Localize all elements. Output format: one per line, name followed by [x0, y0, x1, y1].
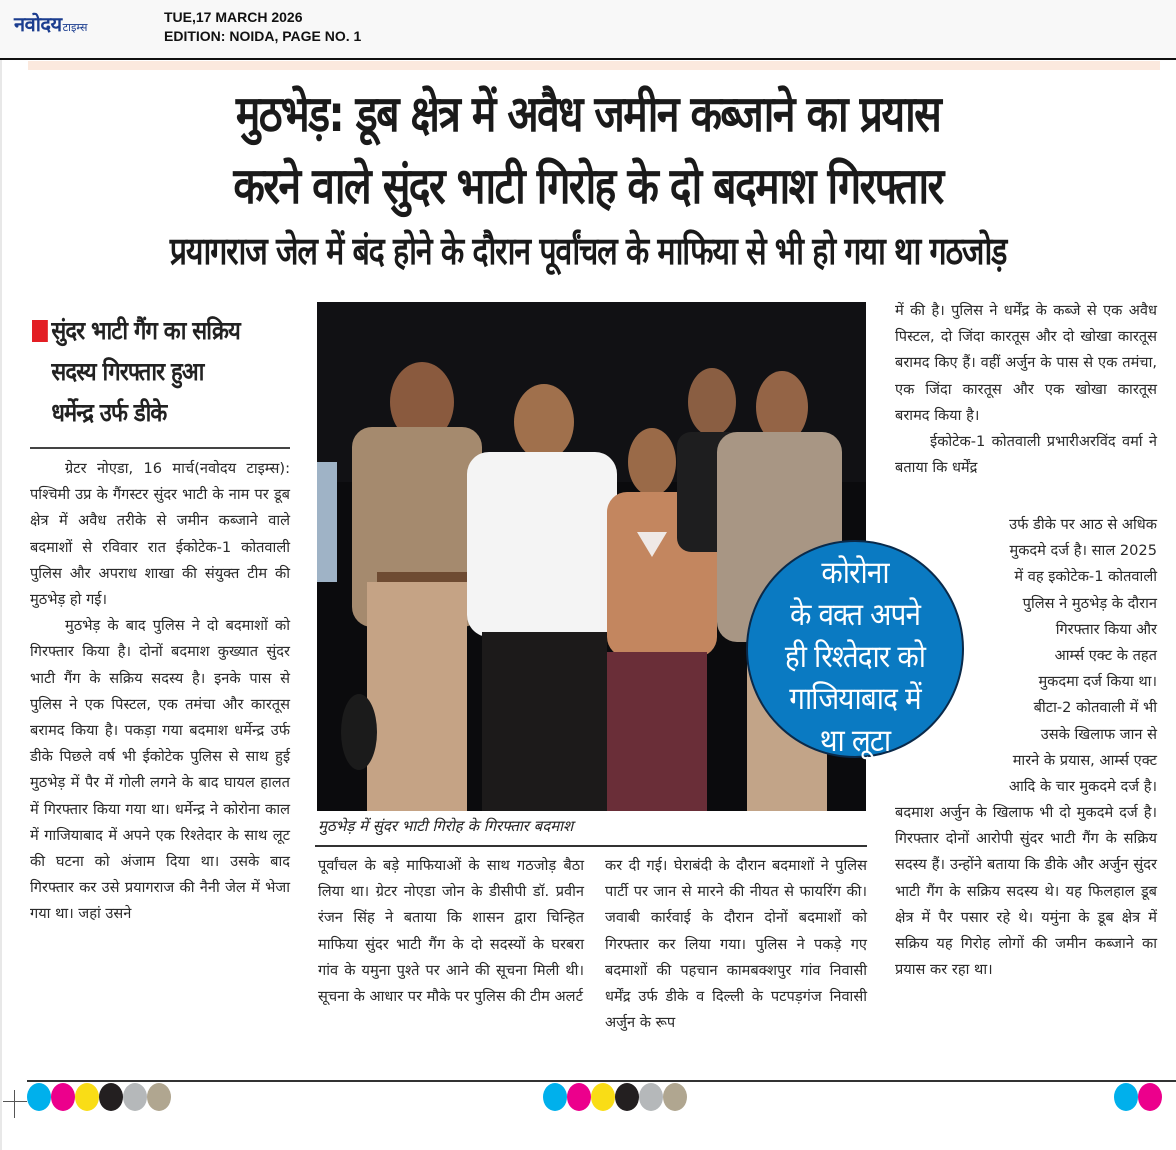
color-swatch-icon: [543, 1083, 567, 1111]
highlight-divider: [30, 447, 290, 449]
callout-line-1: कोरोना: [821, 555, 889, 591]
article-line: मारने के प्रयास, आर्म्स एक्ट: [1012, 751, 1157, 769]
callout-line-4: गाजियाबाद में: [789, 681, 921, 717]
headline-line-2: करने वाले सुंदर भाटी गिरोह के दो बदमाश गिरफ्तार: [233, 157, 943, 215]
article-paragraph: ईकोटेक-1 कोतवाली प्रभारीअरविंद वर्मा ने बताया कि धर्मेंद्र: [895, 433, 1157, 477]
edition-page: EDITION: NOIDA, PAGE NO. 1: [164, 28, 362, 44]
header-strip: [28, 61, 1160, 70]
article-column-2: [318, 853, 584, 1010]
article-paragraph: कर दी गई। घेराबंदी के दौरान बदमाशों ने पुलिस पार्टी पर जान से मारने की नीयत से फायरिंग की। जवाबी कार्रवाई के दौरान दोनों बदमाशों को गिरफ्तार कर लिया गया। पुलिस ने पकड़े गए बदमाशों की पहचान कामबक्शपुर गांव निवासी धर्मेंद्र उर्फ डीके व दिल्ली के पटपड़गंज निवासी अर्जुन के रूप: [605, 857, 867, 1032]
color-swatch-icon: [567, 1083, 591, 1111]
subheadline: प्रयागराज जेल में बंद होने के दौरान पूर्वांचल के माफिया से भी हो गया था गठजोड़: [169, 229, 1007, 273]
masthead-bar: [0, 0, 1176, 60]
article-line: मुकदमा दर्ज किया था।: [1038, 673, 1157, 691]
article-line: गिरफ्तार किया और: [1055, 620, 1157, 638]
article-paragraph: में की है। पुलिस ने धर्मेंद्र के कब्जे से एक अवैध पिस्टल, दो जिंदा कारतूस और दो खोखा कारतूस बरामद किए हैं। वहीं अर्जुन के पास से एक तमंचा, एक जिंदा कारतूस और एक खोखा कारतूस बरामद किया है।: [895, 302, 1157, 424]
headline-line-1: मुठभेड़: डूब क्षेत्र में अवैध जमीन कब्जाने का प्रयास: [235, 85, 941, 143]
color-bar-center: [543, 1083, 687, 1111]
article-line: उसके खिलाफ जान से: [1040, 725, 1157, 743]
article-paragraph: ग्रेटर नोएडा, 16 मार्च(नवोदय टाइम्स): पश्चिमी उप्र के गैंगस्टर सुंदर भाटी के नाम पर डूब क्षेत्र में अवैध तरीके से जमीन कब्जाने वाले बदमाशों से रविवार रात ईकोटेक-1 कोतवाली पुलिस और अपराध शाखा की संयुक्त टीम की मुठभेड़ हो गई।: [30, 460, 290, 609]
color-swatch-icon: [99, 1083, 123, 1111]
color-swatch-icon: [639, 1083, 663, 1111]
article-column-4-bottom: [895, 800, 1157, 983]
logo-main-text: नवोदय: [14, 12, 62, 36]
photo-caption: मुठभेड़ में सुंदर भाटी गिरोह के गिरफ्तार बदमाश: [318, 817, 574, 835]
color-swatch-icon: [615, 1083, 639, 1111]
edition-date: TUE,17 MARCH 2026: [164, 9, 303, 25]
article-line: उर्फ डीके पर आठ से अधिक: [1009, 516, 1157, 533]
highlight-box: [32, 310, 261, 433]
article-line: में वह इकोटेक-1 कोतवाली: [1014, 568, 1157, 586]
article-paragraph: बदमाश अर्जुन के खिलाफ भी दो मुकदमे दर्ज है। गिरफ्तार दोनों आरोपी सुंदर भाटी गैंग के सक्रिय सदस्य हैं। उन्होंने बताया कि डीके और अर्जुन सुंदर भाटी गैंग के सक्रिय सदस्य थे। यह फिलहाल डूब क्षेत्र में पैर पसार रहे थे। यमुंना के डूब क्षेत्र में सक्रिय यह गिरोह लोगों की जमीन कब्जाने का प्रयास कर रहा था।: [895, 804, 1157, 979]
highlight-line-2: सदस्य गिरफ्तार हुआ: [51, 357, 204, 386]
page-edge: [0, 60, 2, 1150]
color-swatch-icon: [51, 1083, 75, 1111]
newspaper-logo[interactable]: [14, 10, 87, 37]
highlight-line-1: सुंदर भाटी गैंग का सक्रिय: [51, 316, 240, 345]
callout-line-2: के वक्त अपने: [789, 597, 921, 633]
highlight-line-3: धर्मेन्द्र उर्फ डीके: [51, 398, 167, 427]
callout-bubble: [746, 540, 964, 758]
color-swatch-icon: [123, 1083, 147, 1111]
color-swatch-icon: [591, 1083, 615, 1111]
color-swatch-icon: [27, 1083, 51, 1111]
color-bar-left: [27, 1083, 171, 1111]
logo-sub-text: टाइम्स: [62, 21, 88, 34]
color-bar-right: [1114, 1083, 1162, 1111]
article-column-1: [30, 456, 290, 928]
callout-line-3: ही रिश्तेदार को: [784, 639, 926, 675]
color-swatch-icon: [1114, 1083, 1138, 1111]
caption-divider: [315, 845, 867, 847]
article-column-4-top: [895, 298, 1157, 481]
article-column-3: [605, 853, 867, 1036]
bottom-divider: [27, 1080, 1176, 1082]
color-swatch-icon: [663, 1083, 687, 1111]
article-line: पुलिस ने मुठभेड़ के दौरान: [1022, 594, 1157, 612]
article-paragraph: मुठभेड़ के बाद पुलिस ने दो बदमाशों को गिरफ्तार किया है। दोनों बदमाश कुख्यात सुंदर भाटी गैंग के सक्रिय सदस्य है। इनके पास से पुलिस ने एक पिस्टल, एक तमंचा और कारतूस बरामद किया है। पकड़ा गया बदमाश धर्मेन्द्र उर्फ डीके पिछले वर्ष भी ईकोटेक पुलिस से साथ हुई मुठभेड़ में पैर में गोली लगने के बाद घायल हालत में गिरफ्तार किया गया था। धर्मेन्द्र ने कोरोना काल में गाजियाबाद में अपने एक रिश्तेदार के साथ लूट की घटना को अंजाम दिया था। उसके बाद गिरफ्तार कर उसे प्रयागराज की नैनी जेल में भेजा गया था। जहां उसने: [30, 617, 290, 923]
color-swatch-icon: [1138, 1083, 1162, 1111]
color-swatch-icon: [75, 1083, 99, 1111]
edition-info: [164, 8, 361, 46]
article-line: आदि के चार मुकदमे दर्ज है।: [1008, 778, 1157, 796]
article-line: बीटा-2 कोतवाली में भी: [1033, 699, 1157, 717]
color-swatch-icon: [147, 1083, 171, 1111]
article-line: मुकदमे दर्ज है। साल 2025: [1009, 542, 1157, 560]
article-paragraph: पूर्वांचल के बड़े माफियाओं के साथ गठजोड़ बैठा लिया था। ग्रेटर नोएडा जोन के डीसीपी डॉ. प्रवीन रंजन सिंह ने बताया कि शासन द्वारा चिन्हित माफिया सुंदर भाटी गैंग के दो सदस्यों के घरबरा गांव के यमुना पुश्ते पर आने की सूचना मिली थी। सूचना के आधार पर मौके पर पुलिस की टीम अलर्ट: [318, 857, 584, 1006]
registration-cross-icon: [3, 1090, 27, 1114]
red-bullet-icon: [32, 320, 48, 342]
callout-line-5: था लूटा: [819, 723, 891, 759]
article-line: आर्म्स एक्ट के तहत: [1054, 647, 1157, 665]
